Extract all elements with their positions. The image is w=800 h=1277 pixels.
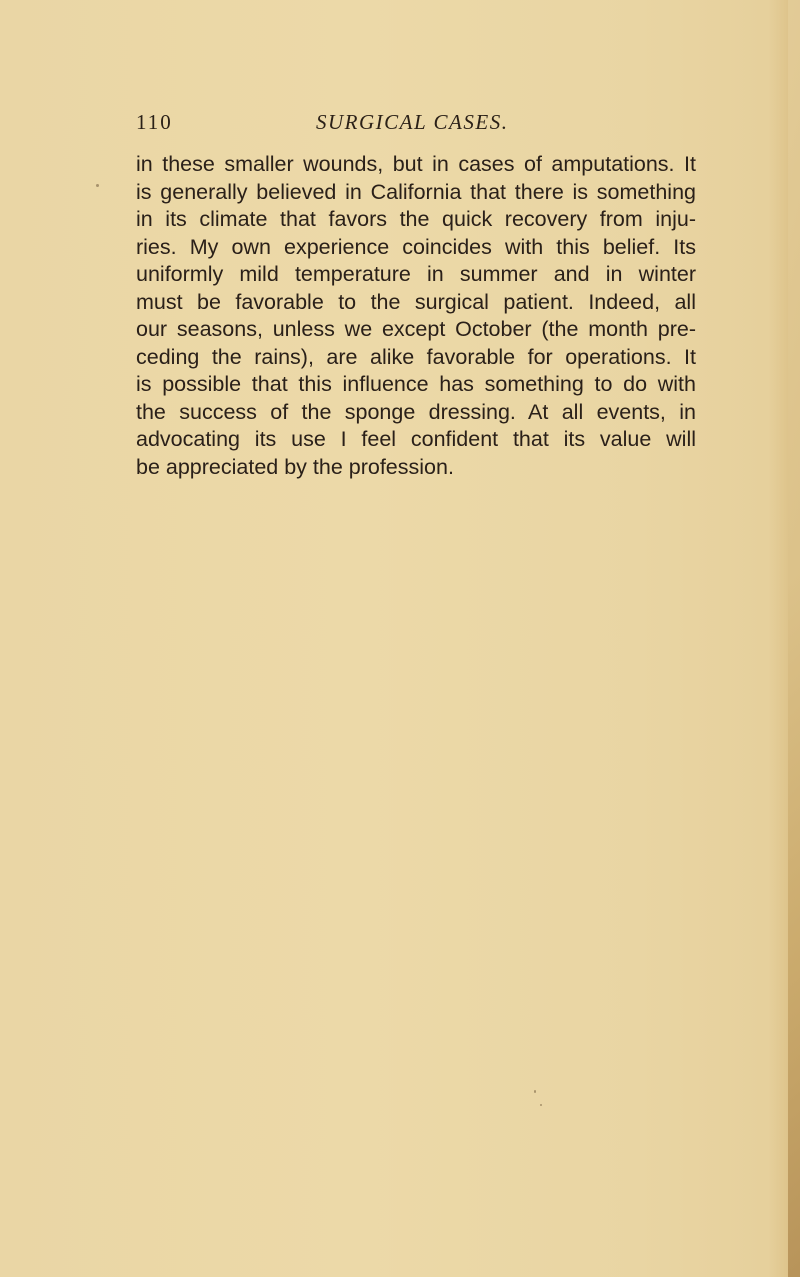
text-line: the success of the sponge dressing. At all events, in [136, 399, 696, 424]
text-line: ceding the rains), are alike favorable for operations. It [136, 344, 696, 369]
text-line: our seasons, unless we except October (the month pre- [136, 317, 696, 341]
text-line: must be favorable to the surgical patient. Indeed, all [136, 289, 696, 314]
page-number: 110 [136, 110, 173, 134]
page-edge [788, 0, 800, 1277]
text-line: be appreciated by the profession. [136, 454, 454, 479]
text-line: uniformly mild temperature in summer and in winter [136, 262, 696, 286]
paper-speck [96, 184, 99, 187]
text-line: in its climate that favors the quick recovery from inju- [136, 207, 696, 231]
text-line: in these smaller wounds, but in cases of amputations. It [136, 152, 696, 176]
text-line: is generally believed in California that there is something [136, 179, 696, 204]
body-paragraph [136, 151, 696, 481]
paper-speck [540, 1104, 542, 1106]
text-line: advocating its use I feel confident that its value will [136, 427, 696, 451]
running-head: SURGICAL CASES. [316, 110, 509, 134]
paper-speck [534, 1090, 536, 1093]
text-line: is possible that this influence has something to do with [136, 372, 696, 396]
page-header [136, 110, 696, 140]
text-line: ries. My own experience coincides with this belief. Its [136, 234, 696, 259]
